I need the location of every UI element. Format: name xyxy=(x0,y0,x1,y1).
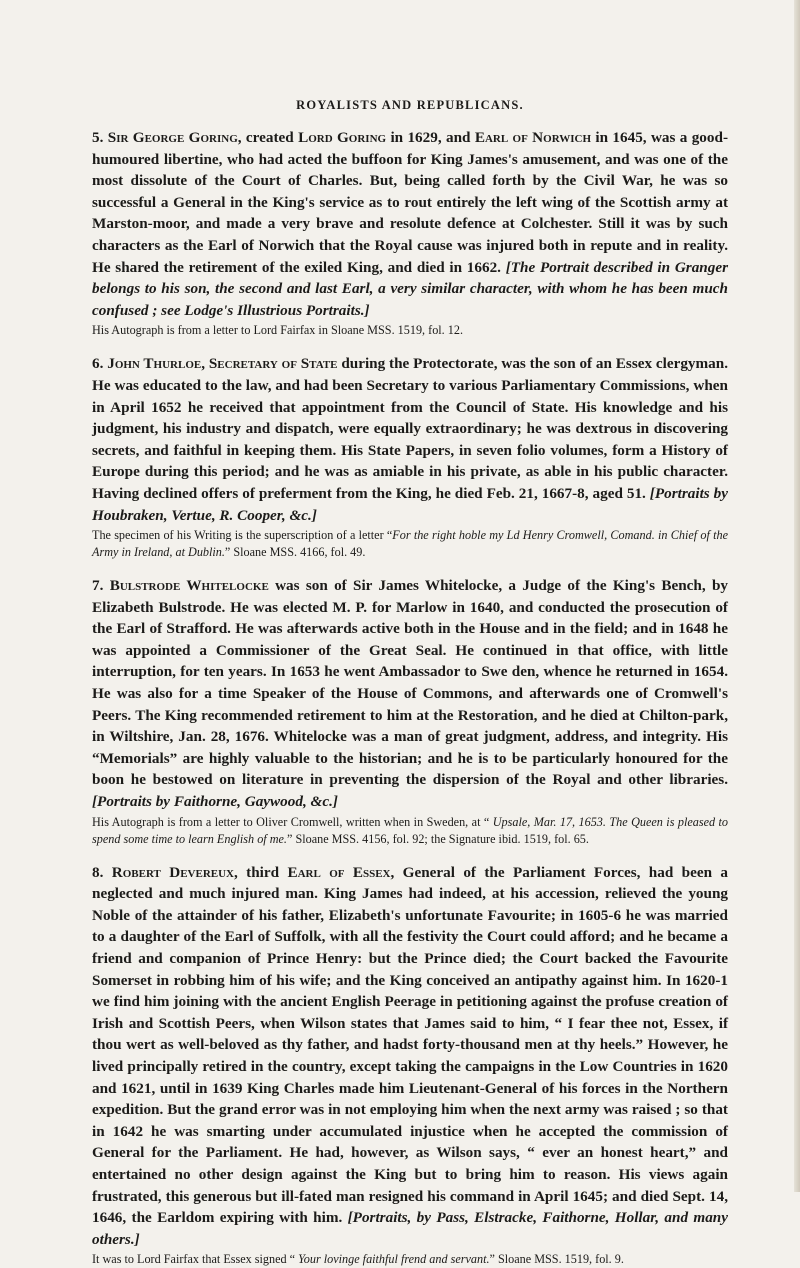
entry-name: Sir George Goring, xyxy=(107,129,242,146)
entry-title: Earl of Norwich xyxy=(474,129,592,146)
entry-name: John Thurloe, xyxy=(107,355,206,373)
entry-whitelocke xyxy=(92,575,728,848)
entry-number: 8. xyxy=(92,863,104,881)
portrait-note: [Portraits by Houbraken, Vertue, R. Cooper, &c.] xyxy=(92,484,728,524)
autograph-note: It was to Lord Fairfax that Essex signed “ Your lovinge faithful frend and servant.” Sloane MSS. 1519, fol. 9. xyxy=(92,1252,624,1267)
autograph-note: His Autograph is from a letter to Oliver Cromwell, written when in Sweden, at “ Upsale, Mar. 17, 1653. The Queen is pleased to spend some time to learn English of me.” Sloane MSS. 4156, fol. 92; the Signature ibid. 1519, fol. 65. xyxy=(92,814,729,846)
autograph-note: His Autograph is from a letter to Lord Fairfax in Sloane MSS. 1519, fol. 12. xyxy=(92,323,463,338)
entry-name: Bulstrode Whitelocke xyxy=(109,577,269,595)
portrait-note: [Portraits, by Pass, Elstracke, Faithorne, Hollar, and many others.] xyxy=(92,1209,728,1248)
autograph-note: The specimen of his Writing is the superscription of a letter “For the right hoble my Ld Henry Cromwell, Comand. in Chief of the Army in Ireland, at Dublin.” Sloane MSS. 4166, fol. 49. xyxy=(92,528,728,560)
entry-title: Earl of Essex, xyxy=(287,863,395,881)
entry-title: Secretary of State xyxy=(208,355,338,373)
entry-devereux xyxy=(92,862,728,1268)
entry-thurloe xyxy=(92,353,728,561)
entry-name: Robert Devereux, xyxy=(111,863,238,881)
running-head: ROYALISTS AND REPUBLICANS. xyxy=(296,98,524,112)
entry-body: 7. Bulstrode Whitelocke was son of Sir James Whitelocke, a Judge of the King's Bench, by Elizabeth Bulstrode. He was elected M. P. for Marlow in 1640, and conducted the prosecution of the Earl of Strafford. He was afterwards active both in the House and in the field; and in 1648 he was appointed a Commissioner of the Great Seal. He continued in that office, with little interruption, for ten years. In 1653 he went Ambassador to Swe den, whence he returned in 1654. He was also for a time Speaker of the House of Commons, and afterwards one of Cromwell's Peers. The King recommended retirement to him at the Restoration, and he died at Chilton-park, in Wiltshire, Jan. 28, 1676. Whitelocke was a man of great judgment, address, and integrity. His “Memorials” are highly valuable to the historian; and he is to be particularly honoured for the boon he bestowed on literature in preventing the dispersion of the Royal and other libraries. [Portraits by Faithorne, Gaywood, &c.] xyxy=(92,577,728,811)
entry-body: 6. John Thurloe, Secretary of State during the Protectorate, was the son of an Essex clergyman. He was educated to the law, and had been Secretary to various Parliamentary Commissions, when in April 1652 he received that appointment from the Council of State. His knowledge and his judgment, his industry and dispatch, were equally extraordinary; he was dextrous in discovering secrets, and faithful in keeping them. His State Papers, in seven folio volumes, form a History of Europe during this period; and he was as amiable in his private, as able in his public character. Having declined offers of preferment from the King, he died Feb. 21, 1667-8, aged 51. [Portraits by Houbraken, Vertue, R. Cooper, &c.] xyxy=(92,355,729,524)
portrait-note: [Portraits by Faithorne, Gaywood, &c.] xyxy=(92,793,338,811)
entry-number: 7. xyxy=(92,577,104,595)
portrait-note: [The Portrait described in Granger belongs to his son, the second and last Earl, a very similar character, with whom he has been much confused ; see Lodge's Illustrious Portraits.] xyxy=(92,258,728,319)
entry-number: 6. xyxy=(92,355,104,373)
entry-body: 8. Robert Devereux, third Earl of Essex, General of the Parliament Forces, had been a neglected and much injured man. King James had indeed, at his accession, relieved the young Noble of the attainder of his father, Elizabeth's unfortunate Favourite; in 1605-6 he was married to a daughter of the Earl of Suffolk, with all the festivity the Court could afford; and he became a friend and companion of Prince Henry: but the Prince died; the Court backed the Favourite Somerset in robbing him of his wife; and the King conceived an antipathy against him. In 1620-1 we find him joining with the ancient English Peerage in petitioning against the profuse creation of Irish and Scottish Peers, when Wilson states that James said to him, “ I fear thee not, Essex, if thou wert as well-beloved as thy father, and hadst forty-thousand men at thy heels.” However, he lived principally retired in the country, except taking the campaigns in the Low Countries in 1620 and 1621, until in 1639 King Charles made him Lieutenant-General of his forces in the Northern expedition. But the grand error was in not employing him when the next army was raised ; so that in 1642 he was smarting under accumulated injustice when he accepted the commission of General for the Parliament. He had, however, as Wilson says, “ ever an honest heart,” and entertained no other design against the King but to bring him to reason. His views again frustrated, this generous but ill-fated man resigned his command in April 1645; and died Sept. 14, 1646, the Earldom expiring with him. [Portraits, by Pass, Elstracke, Faithorne, Hollar, and many others.] xyxy=(92,863,729,1248)
entry-title: Lord Goring xyxy=(298,129,387,146)
entry-number: 5. xyxy=(92,129,104,146)
page-edge-shadow xyxy=(794,0,800,1192)
entry-goring xyxy=(92,127,728,339)
entry-body: 5. Sir George Goring, created Lord Goring in 1629, and Earl of Norwich in 1645, was a good-humoured libertine, who had acted the buffoon for King James's amusement, and was one of the most dissolute of the Court of Charles. But, being called forth by the Civil War, he was so successful a General in the King's service as to rout entirely the left wing of the Scottish army at Marston-moor, and made a very brave and resolute defence at Colchester. Still it was by such characters as the Earl of Norwich that the Royal cause was injured both in repute and in reality. He shared the retirement of the exiled King, and died in 1662. [The Portrait described in Granger belongs to his son, the second and last Earl, a very similar character, with whom he has been much confused ; see Lodge's Illustrious Portraits.] xyxy=(92,129,729,319)
